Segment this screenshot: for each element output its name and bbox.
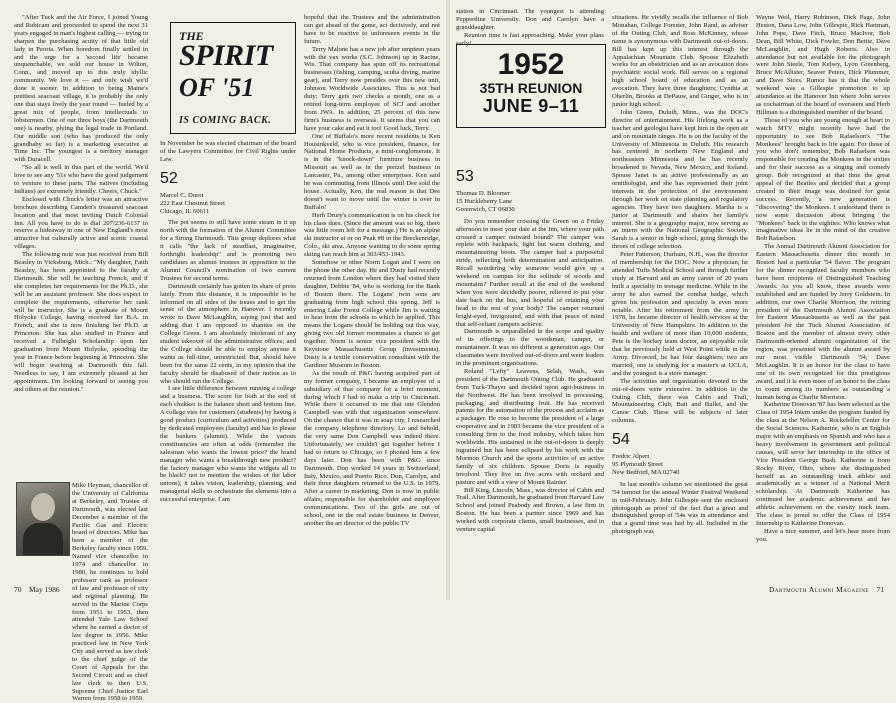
reunion-banner (456, 44, 606, 128)
address-line: Thomas D. Bloomer (456, 190, 511, 197)
paragraph: situations. He vividly recalls the influence of Bob Monahan, College Forester, John Rand, as adviser of the Outing Club, and Ross McKinney, whose name is synonymous with Dartmouth out-of-doors. Bill has kept up this interest through the Appalachian Mountain Club. Spouse Elizabeth works for an obstetrician and as an avocation does psychiatric social work. Bill serves on a regional high school board of education and as an avocation. They have three daughters; Cynthia at Oberlin, Brooks at DePauw, and Ginger, who is in junior high school. (612, 14, 748, 108)
paragraph: Wayne Weil, Harry Robinson, Dick Page, John Heston, Dana Low, John Gillespie, Rick Hartman, John Pope, Dave Fitch, Bruce MacIvor, Bob Dean, Bill White, Dick Fowler, Don Bettie, Dave McLaughlin, and Hugh Roberts. Also in attendance but not available for the photograph were John Steele, Tom Kelsey, Lyon Greenberg, Bruce McAllister, Seaver Peters, Dick Plummer, and Dave Sices. Rumor has it that the whole weekend was a Gillespie promotion to up attendance at the Hanover Inn where John serves as cochairman of the board of overseers and Herb Hillman is a distinguished member of the board. (756, 14, 890, 116)
right-column-1-top (456, 8, 604, 47)
paragraph: Dartmouth is unparalleled in the scope and quality of its offerings to the woodsman, camper, or mountaineer. It was no different a generation ago. Our classmates were involved out-of-doors and were leaders in the prominent organizations. (456, 328, 604, 368)
address-line: New Bedford, MA 02740 (612, 468, 680, 476)
class-secretary-address (456, 190, 604, 214)
right-column-1 (456, 162, 604, 582)
paragraph: Peter Patterson, Durham, N.H., was the director of membership for the DOC. Now a physician, he attended Tufts Medical School and through further study at Harvard and an army career of 20 years built a specialty in teenage medicine. While in the army he also earned the combat badge, which given his profession and specialty is even more notable. After his retirement from the army in 1978, he became director of health services at the University of New Hampshire. In addition to the health and welfare of more than 10,000 students, Pete is the hockey team doctor, an enjoyable role that he previously held at West Point while in the Army. Divorced, he has four daughters; two are married, one is studying for a master's at UCLA, and the youngest is a store manager. (612, 251, 748, 377)
paragraph: The following note was just received from Bill Beasley in Vicksburg, Mich.: "My daughter, Faith Beasley, has been appointed to the faculty at Dartmouth. She will be teaching French, and if she completes her requirements for the Ph.D., she will be an assistant professor. She does expect to complete the requirements, otherwise her rank will be instructor. She is a graduate of Mount Holyoke College, having received her B.A. in French, and she is now finishing her Ph.D. at Princeton. She has also studied in France and received a Fulbright Scholarship upon her graduation from Mount Holyoke, spending the year in France before beginning at Princeton. She will begin teaching at Dartmouth this fall. Needless to say, I am extremely pleased at her appointment. I'm looking forward to seeing you and others at the reunion." (14, 251, 148, 393)
left-footer (14, 585, 60, 594)
address-line: Marcel C. Durot (160, 191, 204, 199)
paragraph: "So all is well in this part of the world. We'd love to see any '51s who have the good judgement to venture to these parts. The natives (including Indians) are extremely friendly. Cheers, Chuck." (14, 164, 148, 195)
paragraph: Herb Drury's communication is on his check for his class dues. (Since the amount was so big, there was little room left for a message.) He is an alpine ski instructor at or on Peak #8 in the Breckenridge, Colo., ski area. Anyone wanting to do some spring skiing can reach him at 303/453-1943. (304, 211, 440, 259)
spirit-of: OF '51 (179, 73, 255, 102)
left-column-2 (160, 140, 296, 580)
paragraph: Roland "Lefty" Leavens, Selah, Wash., was president of the Dartmouth Outing Club. He graduated from Tuck-Thayer and decided upon agri-business in the Northwest. He has been involved in processing, packaging, and distributing fruit. He has received patents for the automation of the process and acclaim as a packager. He rose to become the president of a large cooperative and in 1983 became the vice president of a consulting firm to the food industry, which takes him worldwide. His sustained in the out-of-doors is deeply ingrained but has been eclipsed by his work with the Mormon Church and the sports activities of an active family of six children. Spouse Doris is equally involved. They live on five acres with orchard and pasture and with a view of Mount Rainier. (456, 367, 604, 486)
spirit-of-51-ad (170, 22, 296, 134)
class-number-52: 52 (160, 169, 178, 187)
paragraph: One of Buffalo's more recent residents is Ken Housinkveld, who is vice president, finance, for National Home Products, a mini-conglomerate. It is in the "knock-down" furniture business in Missouri as well as in the pretzel business in Lancaster, Pa., among other enterprises. Ken said he was commuting from Illinois until Dee sold the house. Actually, Ken, the real reason is that Dee doesn't want to move until the winter is over in Buffalo! (304, 132, 440, 211)
class-secretary-address (612, 453, 748, 477)
paragraph: Dartmouth certainly has gotten its share of press lately. From this distance, it is impossible to be informed on all sides of the issues and to get the sense of the atmosphere in Hanover. I recently wrote to Dave McLaughlin, saying just that and adding that I am opposed to shanties on the College Green. I am absolutely intolerant of any student takeover of the administrative offices; and the College should be able to employ anyone it wants as full-time, unrestricted. But, should have been for the same 22 cents, in my opinion that the faculty should be disabused of their notion as to who should run the College. (160, 282, 296, 385)
photo-body (23, 523, 63, 555)
paragraph: Those of you who are young enough at heart to watch MTV might recently have had the opportunity to see Bob Rafaelson's "The Monkees" brought back to life again. For those of you who don't remember, Bob Rafaelson was responsible for creating the Monkees in the sixties and for their success as a singing and comedy group. Bob recognized at that time the great appeal of the Beatles and decided that a group created in their image was destined for great success. Recently, a new generation is "discovering" the Monkees. I understand there is now some discussion about bringing the "Monkees" back in the eighties. Who knows what imaginative ideas lie in the mind of the creative Bob Rafaelson. (756, 116, 890, 243)
paragraph: In last month's column we mentioned the great '54 turnout for the annual Winter Festival Weekend in mid-February. John Gillespie sent the enclosed photograph as proof of the fact that a great and distinguished group of '54s was in attendance and that a grand time was had by all. Included in the photograph was (612, 480, 748, 536)
paragraph: Katherine Donovan '87 has been selected as the Class of 1954 Intern under the program funded by the class at the Nelson A. Rockefeller Center for the Social Sciences. Katherine, who is an English major with an emphasis on Spanish and who has a heavy involvement in government and political causes, will serve her internship in the office of Vice President George Bush. Katherine is from Rocky River, Ohio, where she distinguished herself as an outstanding track athlete and academically as a winner of a National Merit scholarship. At Dartmouth Katherine has continued her academic achievement and her athletic achievement on the varsity track team. The class is proud to offer the Class of 1954 Internship to Katherine Donovan. (756, 401, 890, 527)
page-number: 71 (876, 585, 884, 594)
address-line: Chicago, IL 60611 (160, 207, 210, 215)
class-secretary-address (160, 192, 296, 216)
page-number: 70 (14, 585, 22, 594)
paragraph: station in Cincinnati. The youngest is attending Pepperdine University. Don and Carolyn have a granddaughter. (456, 8, 604, 31)
paragraph: Somehow or other Norm Logan and I were on the phone the other day. He and Dusty had recently returned from London where they had visited their daughter, Debbie '84, who is working for the Bank of Boston there. The Logans' twin sons are graduating from high school this spring. Jeff is entering Lake Forest College while Jim is waiting to hear from the schools to which he applied. This means the Logans should be holding out this way, giving two old former roommates a chance to get together. Norm is senior vice president with the Keystone Massachusetts Group (investments). Dusty is a textile conservation consultant with the Gardiner Museum in Boston. (304, 259, 440, 369)
spirit-tagline: IS COMING BACK. (179, 115, 272, 126)
paragraph: In November he was elected chairman of the board of the Lawyers Committee for Civil Rights under Law. (160, 140, 296, 163)
reunion-subtitle: 35TH REUNION (479, 80, 583, 96)
address-line: Greenwich, CT 06830 (456, 205, 515, 213)
paragraph: The activities and organization devoted to the out-of-doors were extensive. In addition to the Outing Club, there was Cabin and Trail, Mountaineering Club, Bait and Bullet, and the Canoe Club. These will be subjects of later columns. (612, 377, 748, 425)
address-line: 95 Plymouth Street (612, 461, 663, 469)
paragraph: The pot seems to still have some steam in it up north with the formation of the Alumni Committee for a Strong Dartmouth. This group deplores what it calls "the lack of steadfast, imaginative, forthright leadership" and is promoting two candidates as alumni trustees in opposition to the Alumni Council's nomination of two current Trustees for second terms. (160, 219, 296, 282)
paragraph: hopeful that the Trustees and the administration can get ahead of the game, act decisively, and not have to be reactive to unforeseen events in the future. (304, 14, 440, 45)
right-column-2 (612, 14, 748, 580)
address-line: 222 East Chestnut Street (160, 199, 226, 207)
photo-head (31, 493, 55, 521)
reunion-year: 1952 (497, 48, 565, 81)
paragraph: Terry Malone has a new job after umpteen years with the vax works (S.C. Johnson) up in Racine, Wis. That company has spun off its recreational businesses (fishing, camping, scuba diving, marine gear), and Terry now presides over this new unit, Johnson Worldwide Associates. This is not bad duty; Terry gets two checks a month, one as a retired long-term employee of SCJ and another from JWA. In addition, 25 percent of this new firm's business is overseas. It seems that you can have your cake and eat it too! Good luck, Terry. (304, 45, 440, 132)
paragraph: The Annual Dartmouth Alumni Association for Eastern Massachusetts dinner this month in Boston had a particular '54 flavor. The program for the dinner recognized faculty members who have been recipients of Distinguished Teaching Awards. As you all know, these awards were established and are funded by Jerry Goldstein. In addition, our own Charlie Morrison, the retiring president of the Dartmouth Alumni Association for Eastern Massachusetts as well as the past president for the Tuck Alumni Association of Boston and the member of almost every other Dartmouth-oriented alumni organization of the region, was presented with the alumni award by our most visible Dartmouth '54, Dave McLaughlin. It is an honor for the class to have one of its own recognized for this prestigious award, and it is even more of an honor to the class to count among its numbers as outstanding a human being as Charlie Morrison. (756, 243, 890, 401)
paragraph: Enclosed with Chuck's letter was an attractive brochure describing Camden's treasured seacoast location and that most inviting Dutch Colonial Inn. All you have to do is dial 207/236-6137 to reserve a hideaway in one of New England's most attractive but culturally active and scenic coastal villages. (14, 195, 148, 251)
left-column-3 (304, 14, 440, 580)
right-page (448, 0, 896, 600)
paragraph: As the result of P&G having acquired part of my former company, I became an employee of a subsidiary of that company for a brief moment, during which I had to make a trip to Cincinnati. While there it occurred to me that one Glendon Campbell was with that organization somewhere. On the chance that it was in soap city, I researched the company telephone directory. Lo and behold, the very same Don Campbell was indeed there. Unfortunately, we couldn't get together before I had to return to Chicago, so I phoned him a few days later. Don has been with P&G since Dartmouth. Don worked 14 years in Switzerland, Italy, Mexico, and Puerto Rico. Don, Carolyn, and their three daughters returned to the U.S. in 1979. After a career in marketing, Don is now in public affairs, responsible for shareholder and employee communications. Two of the girls are out of school, one in the real estate business in Denver, another the art director of the public TV (304, 369, 440, 527)
left-column-1 (14, 14, 148, 484)
class-number-54: 54 (612, 431, 630, 449)
magazine-name: Dartmouth Alumni Magazine (769, 585, 869, 594)
right-footer (769, 585, 884, 594)
reunion-date: JUNE 9–11 (482, 96, 580, 116)
left-column-1-bottom (72, 482, 148, 703)
issue-date: May 1986 (29, 585, 60, 594)
paragraph: Mike Heyman, chancellor of the University of California at Berkeley, and Trustee of Dartmouth, was elected last December a member of the Pacific Gas and Electric board of directors. Mike has been a member of the Berkeley faculty since 1959. Named vice chancellor in 1974 and chancellor in 1980, he continues to hold professor rank as professor of law and professor of city and regional planning. He served in the Marine Corps from 1951 to 1953, then attended Yale Law School where he earned a doctor of law degree in 1956. Mike practiced law in New York City and served as law clerk to the chief judge of the Court of Appeals for the Second Circuit and as chief law clerk to then U.S. Supreme Chief Justice Earl Warren from 1958 to 1959. (72, 482, 148, 703)
paragraph: Reunion time is fast approaching. Make your plans early! (456, 31, 604, 47)
right-column-3 (756, 14, 890, 580)
paragraph: Do you remember crossing the Green on a Friday afternoon to meet your date at the Inn, where your path crossed a camper outward bound? The camper was replete with backpack, light but warm clothing, and mountaineering boots. The camper had a purposeful stride, reflecting both determination and anticipation. Recall wondering why someone would give up a weekend on campus for the solitude of woods and mountains? Further recall at the end of the weekend when you were decidedly poorer, relieved to put your date back on the bus, and hopeful of retaining your head to the rest of your body? The camper returned bright-eyed, invigorated, and with that peace of mind that self-reliant campers achieve. (456, 217, 604, 328)
paragraph: Bill King, Lincoln, Mass., was director of Cabin and Trail. After Dartmouth, he graduated from Harvard Law School and joined Peabody and Brown, a law firm in Boston. He has been a partner since 1969 and has worked with corporate clients, small businesses, and in venture capital (456, 486, 604, 534)
address-line: 15 Huckleberry Lane (456, 197, 513, 205)
class-number-53: 53 (456, 168, 474, 185)
spirit-the: THE (179, 29, 204, 43)
paragraph: Have a nice summer, and let's hear more from you. (756, 527, 890, 543)
paragraph: "After Tuck and the Air Force, I joined Young and Rubicam and proceeded to spend the next 31 years engaged in man's highest calling — trying to sharpen the purchasing acuity of that little old lady in Peoria. When boredom finally settled in and the urge for a 'second life' became unquenchable, we sold our house in Wilton, Conn., and moved up to this truly idyllic community. We love it — and only wish we'd done it sooner. In addition to being Maine's prettiest seacoast village, it is probably the only one that stays lively the year round — fueled by a great mix of people, from intellectuals to lobstermen. One of our three boys (the Dartmouth one) is nearby, plying the legal trade in Portland. Our middle son (who has produced the only grandbaby so far) is a marketing executive at Time Inc. The youngest is a territory manager with Duracell. (14, 14, 148, 164)
paragraph: I see little difference between running a college and a business. The score for both at the end of each chukker is the balance sheet and bottom line. A college vies for customers (students) by having a good product (curriculum and activities) produced by dedicated employees (faculty) and has to please the bankers (alumni). While the various constituencies are often at odds (remember the salesman who wants the lowest price? the brand manager who wants a breakthrough new product? the factory manager who wants the widgets all to be black? not to mention the wishes of the labor unions), it takes vision, leadership, planning, and managerial skills to orchestrate the elements into a successful enterprise. I am (160, 385, 296, 504)
paragraph: John Green, Duluth, Minn., was the DOC's director of entertainment. His lifelong work as a teacher and geologist have kept him in the open air and on mountain ranges. He is on the faculty of the University of Minnesota in Duluth. His research has centered in northern New England and northeastern Minnesota and he has recently broadened to Nevada, New Mexico, and Iceland. Spouse Janet is an active professionally as an ornithologist, and she has represented their joint interests in the protection of the environment through her work on state planning and regulatory agencies. They have two daughters. Martha is a junior at Dartmouth and shares her family's interest. She is a geography major, now serving as an intern with the National Geographic Society. Sarah is a senior in high school, going through the throes of college selection. (612, 108, 748, 251)
portrait-photo (16, 482, 70, 556)
address-line: Fredric Alpert (612, 453, 650, 461)
spirit-word: SPIRIT (179, 39, 273, 72)
